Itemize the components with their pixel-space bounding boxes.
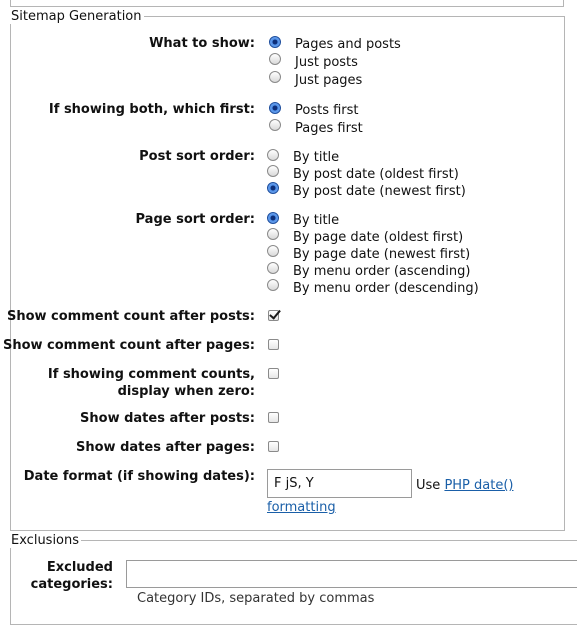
which-first-option-label[interactable]: Pages first [295, 121, 363, 136]
dates-posts-label: Show dates after posts: [80, 411, 255, 426]
comment-count-pages-checkbox[interactable] [268, 339, 279, 350]
post-sort-radio-by-title[interactable] [267, 149, 279, 161]
post-sort-radio-newest-first[interactable] [267, 182, 279, 194]
comment-zero-label-line2: display when zero: [117, 384, 255, 399]
excluded-categories-input[interactable] [126, 560, 577, 588]
dates-posts-checkbox[interactable] [268, 412, 279, 423]
what-to-show-option-label[interactable]: Pages and posts [295, 37, 401, 52]
date-format-input[interactable] [267, 469, 412, 498]
which-first-label: If showing both, which first: [48, 102, 255, 117]
php-date-link-continuation[interactable] [267, 499, 336, 516]
comment-zero-label-line1: If showing comment counts, [47, 367, 255, 382]
date-format-help [416, 477, 513, 494]
post-sort-radio-oldest-first[interactable] [267, 165, 279, 177]
page-sort-radio-menu-ascending[interactable] [267, 262, 279, 274]
excluded-categories-label-line1: Excluded [46, 560, 113, 575]
dates-pages-label: Show dates after pages: [76, 440, 255, 455]
use-text: Use [416, 478, 441, 493]
post-sort-option-label[interactable]: By post date (oldest first) [293, 167, 459, 182]
php-date-link[interactable]: PHP date() [444, 478, 514, 493]
page-sort-option-label[interactable]: By menu order (ascending) [293, 264, 471, 279]
what-to-show-label: What to show: [149, 36, 255, 51]
date-format-label: Date format (if showing dates): [23, 469, 255, 484]
dates-pages-checkbox[interactable] [268, 441, 279, 452]
comment-count-posts-checkbox[interactable] [268, 310, 279, 321]
page-sort-radio-by-title[interactable] [267, 212, 279, 224]
comment-zero-checkbox[interactable] [268, 368, 279, 379]
sitemap-generation-legend: Sitemap Generation [11, 9, 142, 24]
post-sort-option-label[interactable]: By post date (newest first) [293, 184, 466, 199]
php-date-link-formatting[interactable]: formatting [267, 500, 336, 515]
comment-count-posts-label: Show comment count after posts: [6, 309, 255, 324]
page-sort-option-label[interactable]: By page date (newest first) [293, 247, 471, 262]
exclusions-legend: Exclusions [11, 533, 80, 548]
which-first-radio-pages-first[interactable] [269, 119, 281, 131]
page-sort-radio-menu-descending[interactable] [267, 279, 279, 291]
post-sort-order-label: Post sort order: [139, 149, 255, 164]
page-sort-radio-newest-first[interactable] [267, 245, 279, 257]
which-first-option-label[interactable]: Posts first [295, 103, 359, 118]
page-sort-radio-oldest-first[interactable] [267, 228, 279, 240]
comment-count-pages-label: Show comment count after pages: [2, 338, 255, 353]
what-to-show-radio-pages-and-posts[interactable] [269, 36, 281, 48]
what-to-show-radio-just-pages[interactable] [269, 71, 281, 83]
post-sort-option-label[interactable]: By title [293, 150, 340, 165]
what-to-show-radio-just-posts[interactable] [269, 53, 281, 65]
what-to-show-option-label[interactable]: Just posts [295, 55, 358, 70]
page-sort-order-label: Page sort order: [135, 212, 255, 227]
which-first-radio-posts-first[interactable] [269, 102, 281, 114]
excluded-categories-hint: Category IDs, separated by commas [137, 591, 375, 606]
page-sort-option-label[interactable]: By menu order (descending) [293, 281, 479, 296]
page-sort-option-label[interactable]: By page date (oldest first) [293, 230, 464, 245]
previous-section-box [10, 0, 564, 7]
excluded-categories-label-line2: categories: [30, 577, 113, 592]
page-sort-option-label[interactable]: By title [293, 213, 340, 228]
what-to-show-option-label[interactable]: Just pages [295, 73, 363, 88]
